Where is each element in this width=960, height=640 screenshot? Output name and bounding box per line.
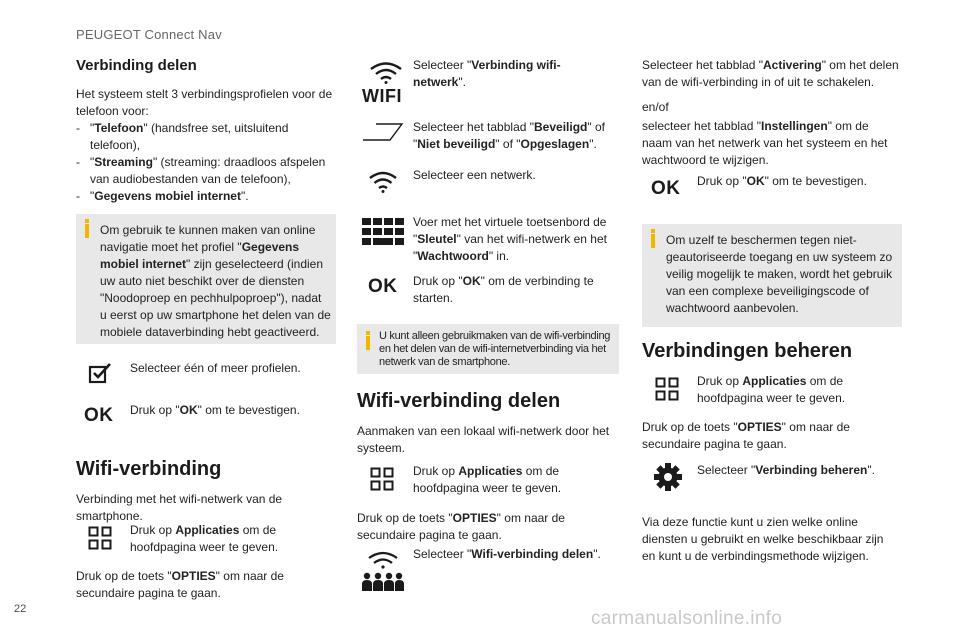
- list-dash: -: [76, 155, 80, 169]
- profile-name: Telefoon: [94, 121, 144, 135]
- info-note-text: Om gebruik te kunnen maken van online navigatie moet het profiel "Gegevens mobiel internet" zijn geselecteerd (indien uw auto niet beschikt over de diensten "Noodoproep en pechhulpoproep"), nadat u eerst op uw smartphone het delen van de mobiele dataverbinding hebt geactiveerd.: [100, 223, 331, 339]
- list-dash: -: [76, 121, 80, 135]
- profile-item-gegevens: [76, 188, 346, 205]
- quote: ": [90, 155, 95, 169]
- checkbox-select-icon: [88, 362, 114, 386]
- manage-outro-line-1: Via deze functie kunt u zien welke online: [642, 515, 858, 529]
- applications-icon: [655, 377, 679, 401]
- watermark: carmanualsonline.info: [591, 608, 783, 629]
- step-press-applications: Druk op Applicaties om de hoofdpagina weer te geven.: [130, 523, 279, 554]
- tab-icon: [362, 122, 404, 142]
- sharing-intro-line-2: telefoon voor:: [76, 104, 149, 118]
- manage-outro-line-3: en kunt u de verbindingsmethode wijzigen.: [642, 549, 869, 563]
- applications-icon: [88, 526, 112, 550]
- heading-verbinding-delen: Verbinding delen: [76, 57, 197, 74]
- profile-desc-line-2: telefoon),: [90, 138, 141, 152]
- heading-wifi-verbinding: Wifi-verbinding: [76, 458, 222, 480]
- step-enter-key: Voer met het virtuele toetsenbord de "Sleutel" van het wifi-netwerk en het "Wachtwoord" in.: [413, 215, 607, 263]
- ok-icon: OK: [84, 405, 114, 426]
- profile-desc: " (handsfree set, uitsluitend: [143, 121, 289, 135]
- step-select-wifi-network: Selecteer "Verbinding wifi- netwerk".: [413, 58, 561, 89]
- profile-desc-line-2: van audiobestanden van de telefoon),: [90, 172, 291, 186]
- step-press-options: Druk op de toets "OPTIES" om naar de secundaire pagina te gaan.: [642, 420, 850, 451]
- info-note-smartphone-only: [357, 324, 619, 374]
- info-icon-bar: [651, 234, 655, 248]
- wifi-network-icon: [368, 169, 398, 193]
- quote: ": [90, 189, 95, 203]
- page-number: 22: [14, 603, 27, 615]
- heading-wifi-verbinding-delen: Wifi-verbinding delen: [357, 390, 561, 412]
- info-icon: [85, 219, 89, 223]
- list-dash: -: [76, 189, 80, 203]
- share-intro-line-2: systeem.: [357, 441, 406, 455]
- info-note-online-navigation: [76, 214, 336, 344]
- wifi-intro-line-1: Verbinding met het wifi-netwerk van de: [76, 492, 283, 506]
- info-note-text: Om uzelf te beschermen tegen niet- geautoriseerde toegang en uw systeem zo veilig mogelijk te maken, wordt het gebruik van een complexe beveiligingscode of wachtwoord aanbevolen.: [666, 233, 893, 315]
- info-icon-bar: [366, 336, 370, 350]
- profile-desc: " (streaming: draadloos afspelen: [152, 155, 326, 169]
- keyboard-icon: [362, 218, 404, 246]
- info-note-security: [642, 224, 902, 327]
- step-press-options: Druk op de toets "OPTIES" om naar de secundaire pagina te gaan.: [76, 569, 284, 600]
- profile-name: Streaming: [94, 155, 153, 169]
- step-select-wifi-sharing: Selecteer "Wifi-verbinding delen".: [413, 547, 601, 561]
- ok-icon: OK: [368, 276, 398, 297]
- info-icon-bar: [85, 224, 89, 238]
- info-note-text: U kunt alleen gebruikmaken van de wifi-verbinding en het delen van de wifi-internetverbinding via het netwerk van de smartphone.: [379, 330, 611, 368]
- profile-name: Gegevens mobiel internet: [94, 189, 241, 203]
- heading-verbindingen-beheren: Verbindingen beheren: [642, 340, 853, 362]
- gear-icon: [653, 462, 683, 492]
- step-select-manage-connection: Selecteer "Verbinding beheren".: [697, 463, 875, 477]
- profile-desc: ".: [240, 189, 249, 203]
- info-icon: [366, 331, 370, 335]
- wifi-intro-line-2: smartphone.: [76, 509, 143, 523]
- applications-icon: [370, 467, 394, 491]
- running-header: PEUGEOT Connect Nav: [76, 27, 222, 42]
- step-press-applications: Druk op Applicaties om de hoofdpagina weer te geven.: [697, 374, 846, 405]
- step-press-ok: Druk op "OK" om te bevestigen.: [130, 403, 300, 417]
- share-intro-line-1: Aanmaken van een lokaal wifi-netwerk door het: [357, 424, 610, 438]
- wifi-share-icon: [362, 548, 404, 592]
- profile-item-telefoon: [76, 120, 346, 154]
- wifi-word-icon: WIFI: [362, 86, 402, 106]
- manage-outro-line-2: diensten u gebruikt en welke beschikbaar zijn: [642, 532, 884, 546]
- step-select-network: Selecteer een netwerk.: [413, 168, 536, 182]
- step-press-ok-confirm: Druk op "OK" om te bevestigen.: [697, 174, 867, 188]
- and-or-text: en/of: [642, 100, 669, 114]
- step-activation-tab: Selecteer het tabblad "Activering" om het delen van de wifi-verbinding in of uit te schakelen.: [642, 58, 899, 89]
- wifi-icon: [368, 60, 404, 84]
- ok-icon: OK: [651, 178, 681, 199]
- step-press-ok-connect: Druk op "OK" om de verbinding te starten.: [413, 274, 594, 305]
- step-select-security-tab: Selecteer het tabblad "Beveiligd" of "Niet beveiligd" of "Opgeslagen".: [413, 120, 605, 151]
- step-press-applications: Druk op Applicaties om de hoofdpagina weer te geven.: [413, 464, 562, 495]
- step-select-profiles: Selecteer één of meer profielen.: [130, 361, 301, 375]
- quote: ": [90, 121, 95, 135]
- profile-item-streaming: [76, 154, 346, 188]
- info-icon: [651, 229, 655, 233]
- step-settings-tab: selecteer het tabblad "Instellingen" om de naam van het netwerk van het systeem en het wachtwoord te wijzigen.: [642, 119, 888, 167]
- step-press-options: Druk op de toets "OPTIES" om naar de secundaire pagina te gaan.: [357, 511, 565, 542]
- sharing-intro-line-1: Het systeem stelt 3 verbindingsprofielen voor de: [76, 87, 333, 101]
